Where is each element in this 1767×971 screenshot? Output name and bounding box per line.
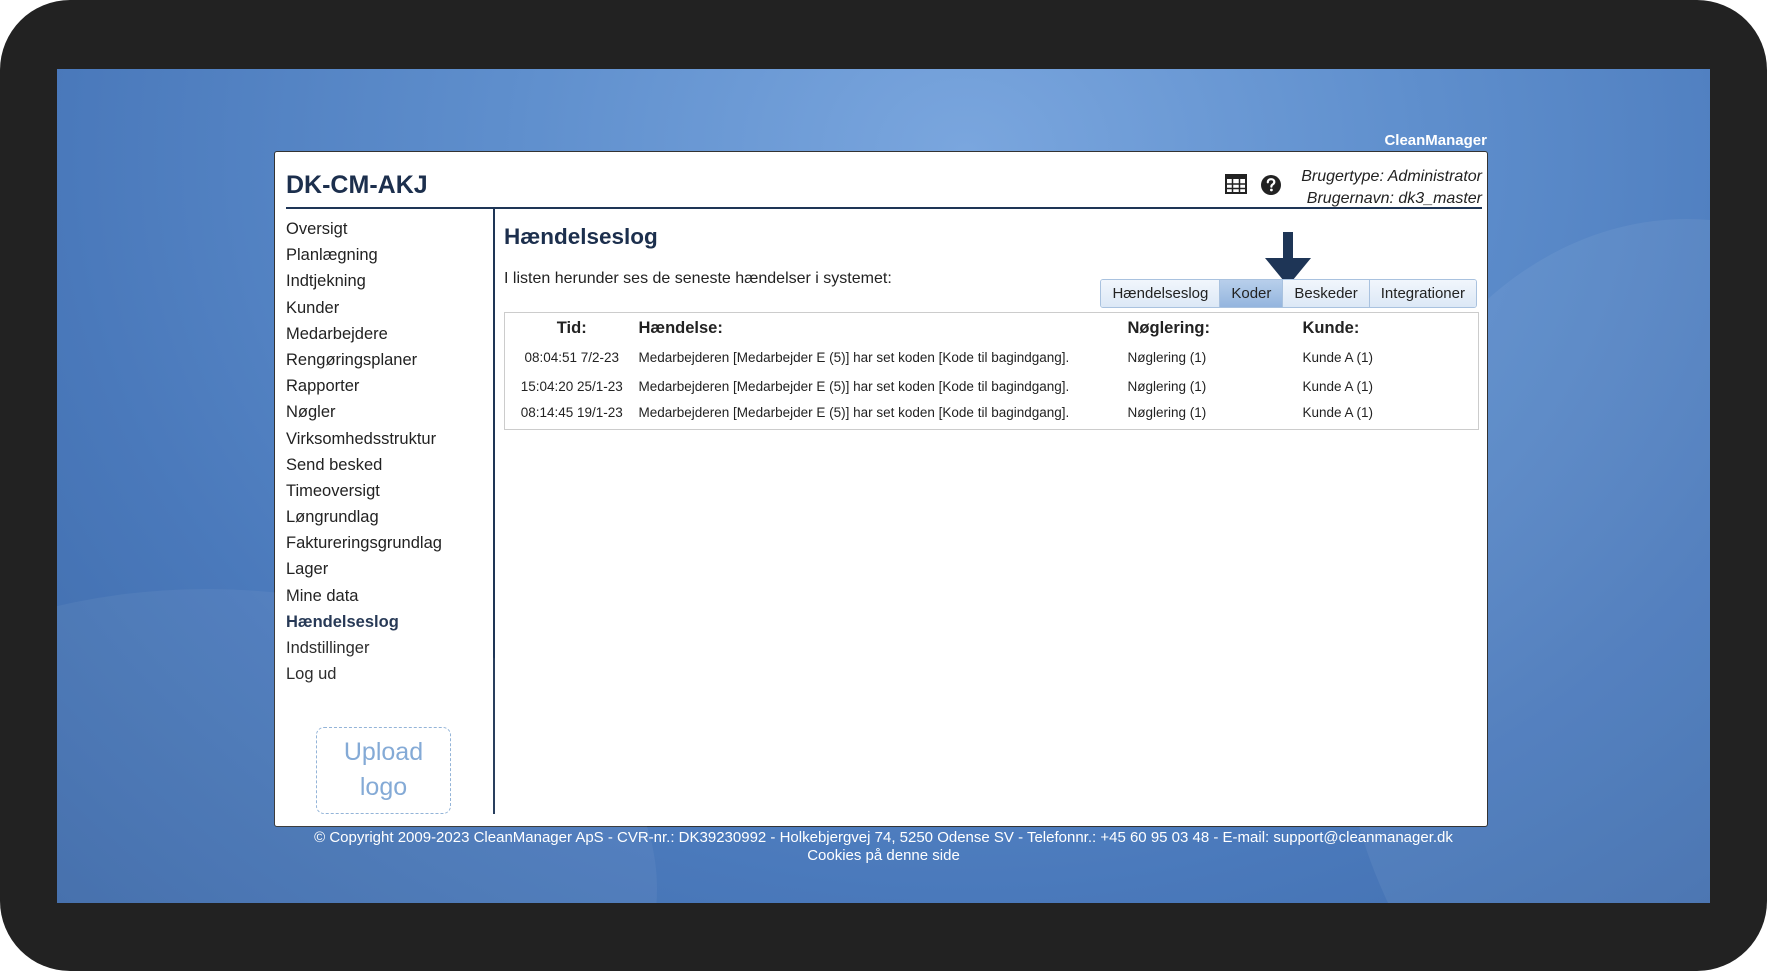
sidebar-item-medarbejdere[interactable]: Medarbejdere — [286, 324, 388, 343]
user-info — [1301, 166, 1482, 210]
cookies-link[interactable]: Cookies på denne side — [807, 847, 960, 864]
cell-time: 08:04:51 7/2-23 — [524, 349, 620, 365]
tab-koder[interactable]: Koder — [1219, 280, 1282, 307]
cell-customer: Kunde A (1) — [1302, 405, 1374, 421]
table-grid-icon[interactable] — [1225, 174, 1247, 194]
cell-time: 15:04:20 25/1-23 — [520, 378, 623, 394]
sidebar-item-log-ud[interactable]: Log ud — [286, 665, 337, 684]
upload-logo-line2: logo — [359, 773, 408, 801]
desktop-background — [57, 69, 1710, 903]
table-row — [505, 343, 1479, 372]
cell-keyring: Nøglering (1) — [1127, 349, 1207, 365]
sidebar-item-send-besked[interactable]: Send besked — [286, 455, 383, 474]
sidebar-item-loengrundlag[interactable]: Løngrundlag — [286, 508, 379, 527]
header-keyring: Nøglering: — [1127, 319, 1210, 338]
header-event: Hændelse: — [638, 319, 723, 338]
cell-time: 08:14:45 19/1-23 — [520, 405, 623, 421]
header-time: Tid: — [556, 319, 587, 338]
footer — [0, 829, 1767, 865]
sidebar-item-noegler[interactable]: Nøgler — [286, 403, 336, 422]
sidebar-item-planlaegning[interactable]: Planlægning — [286, 246, 378, 265]
sidebar-item-lager[interactable]: Lager — [286, 560, 329, 579]
sidebar-item-rengoeringsplaner[interactable]: Rengøringsplaner — [286, 350, 418, 369]
upload-logo-button[interactable] — [316, 727, 451, 814]
user-type: Brugertype: Administrator — [1301, 168, 1482, 185]
cell-keyring: Nøglering (1) — [1127, 378, 1207, 394]
table-row — [505, 372, 1479, 401]
app-window — [274, 151, 1488, 827]
cell-keyring: Nøglering (1) — [1127, 405, 1207, 421]
sidebar-nav — [275, 209, 493, 689]
sidebar-item-mine-data[interactable]: Mine data — [286, 586, 359, 605]
main-content — [504, 209, 1482, 816]
copyright-text: © Copyright 2009-2023 CleanManager ApS - CVR-nr.: DK39230992 - Holkebjergvej 74, 5250 Odense SV - Telefonnr.: +45 60 95 03 48 - E-mail: support@cleanmanager.dk — [314, 829, 1453, 846]
upload-logo-line1: Upload — [343, 738, 424, 766]
sidebar-item-faktureringsgrundlag[interactable]: Faktureringsgrundlag — [286, 534, 442, 553]
sidebar-item-indtjekning[interactable]: Indtjekning — [286, 272, 366, 291]
tab-beskeder[interactable]: Beskeder — [1282, 280, 1368, 307]
tab-integrationer[interactable]: Integrationer — [1369, 280, 1476, 307]
table-header-row — [505, 313, 1479, 343]
sidebar-item-oversigt[interactable]: Oversigt — [286, 220, 348, 238]
cell-customer: Kunde A (1) — [1302, 349, 1374, 365]
help-circle-icon[interactable] — [1260, 174, 1282, 196]
sidebar-item-virksomhedsstruktur[interactable]: Virksomhedsstruktur — [286, 429, 437, 448]
cell-event: Medarbejderen [Medarbejder E (5)] har set koden [Kode til bagindgang]. — [638, 349, 1070, 365]
intro-text: I listen herunder ses de seneste hændelser i systemet: — [504, 270, 892, 287]
user-name: Brugernavn: dk3_master — [1306, 190, 1482, 207]
log-tabs — [1100, 279, 1477, 308]
brand-label: CleanManager — [1384, 132, 1487, 149]
site-title: DK-CM-AKJ — [286, 171, 428, 199]
sidebar-item-indstillinger[interactable]: Indstillinger — [286, 639, 370, 657]
tab-haendelseslog[interactable]: Hændelseslog — [1101, 280, 1219, 307]
cell-event: Medarbejderen [Medarbejder E (5)] har set koden [Kode til bagindgang]. — [638, 405, 1070, 421]
header-bar — [286, 152, 1482, 209]
table-row — [505, 401, 1479, 430]
page-title: Hændelseslog — [504, 224, 658, 249]
sidebar-item-haendelseslog[interactable]: Hændelseslog — [286, 612, 399, 631]
event-log-table — [504, 312, 1479, 430]
header-customer: Kunde: — [1302, 319, 1360, 338]
sidebar-item-kunder[interactable]: Kunder — [286, 298, 340, 317]
sidebar-item-rapporter[interactable]: Rapporter — [286, 377, 360, 396]
sidebar — [275, 209, 495, 814]
cell-event: Medarbejderen [Medarbejder E (5)] har set koden [Kode til bagindgang]. — [638, 378, 1070, 394]
sidebar-item-timeoversigt[interactable]: Timeoversigt — [286, 481, 380, 500]
cell-customer: Kunde A (1) — [1302, 378, 1374, 394]
